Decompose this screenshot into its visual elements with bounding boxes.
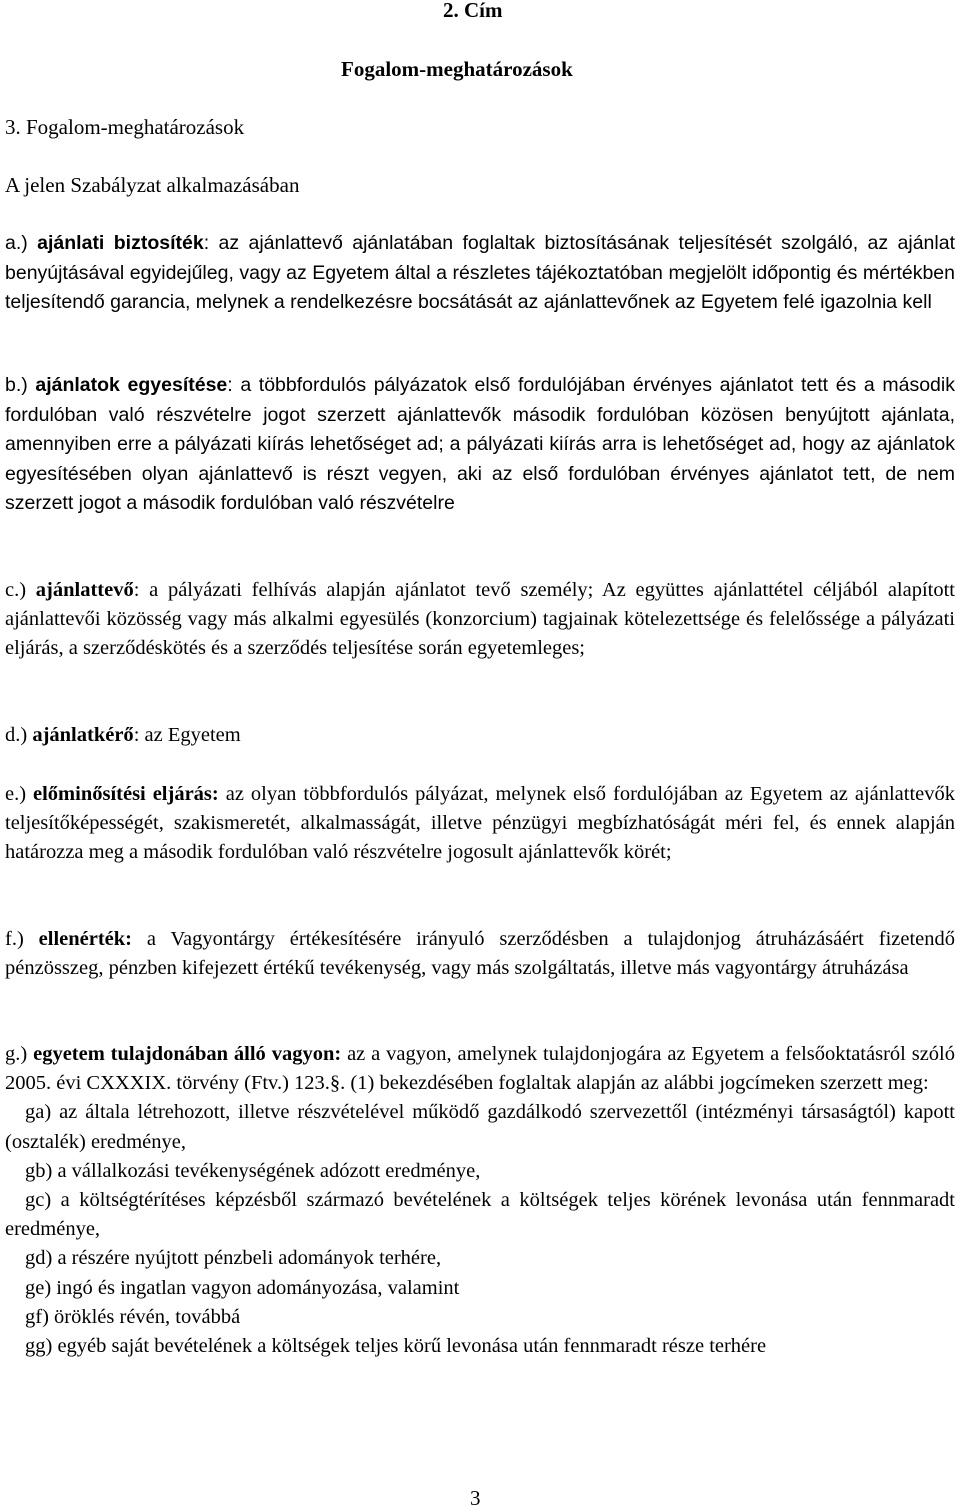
- definition-a: [5, 229, 955, 318]
- list-item: gg) egyéb saját bevételének a költségek teljes körű levonása után fennmaradt része terhére: [25, 1335, 767, 1358]
- list-item: gd) a részére nyújtott pénzbeli adományok terhére,: [25, 1247, 442, 1270]
- definition-term: ellenérték:: [38, 928, 132, 950]
- definition-term: ajánlati biztosíték: [37, 232, 204, 254]
- list-item: gb) a vállalkozási tevékenységének adózott eredménye,: [25, 1159, 481, 1182]
- definition-text: a Vagyontárgy értékesítésére irányuló szerződésben a tulajdonjog átruházásáért fizetendő pénzösszeg, pénzben kifejezett értékű tevékenység, vagy más szolgáltatás, illetve más vagyontárgy átruházása: [5, 928, 956, 979]
- definition-d: [5, 721, 955, 750]
- definition-e: [5, 780, 955, 867]
- list-item: ga) az általa létrehozott, illetve részvételével működő gazdálkodó szervezettől (intézményi társaságtól) kapott (osztalék) eredménye,: [5, 1101, 955, 1153]
- definition-prefix: b.): [5, 374, 36, 396]
- definition-separator: :: [133, 579, 150, 601]
- definition-prefix: g.): [5, 1043, 34, 1065]
- list-item: gf) öröklés révén, továbbá: [25, 1305, 241, 1328]
- definition-text: az ajánlattevő ajánlatában foglaltak biztosításának teljesítését szolgáló, az ajánlat benyújtásával egyidejűleg, vagy az Egyetem által a részletes tájékoztatóban megjelölt időpontig és mértékben teljesítendő garancia, melynek a rendelkezésre bocsátását az ajánlattevőnek az Egyetem felé igazolnia kell: [5, 232, 955, 313]
- definition-prefix: f.): [5, 928, 39, 950]
- definition-text: a pályázati felhívás alapján ajánlatot tevő személy; Az együttes ajánlattétel céljából alapított ajánlattevői közösség vagy más alkalmi egyesülés (konzorcium) tagjainak kötelezettsége és felelőssége a pályázati eljárás, a szerződéskötés és a szerződés teljesítése során egyetemleges;: [5, 579, 955, 659]
- definition-term: ajánlatok egyesítése: [35, 374, 228, 396]
- definition-text: az a vagyon, amelynek tulajdonjogára az Egyetem a felsőoktatásról szóló 2005. évi CXXXIX. törvény (Ftv.) 123.§. (1) bekezdésében foglaltak alapján az alábbi jogcímeken szerzett meg:: [5, 1043, 955, 1095]
- definition-prefix: d.): [5, 724, 33, 746]
- definition-text: a többfordulós pályázatok első fordulójában érvényes ajánlatot tett és a második fordulóban való részvételre jogot szerzett ajánlattevők második fordulóban közösen benyújtott ajánlata, amennyiben erre a pályázati kiírás lehetőséget ad; a pályázati kiírás arra is lehetőséget ad, hogy az ajánlatok egyesítésében olyan ajánlattevő is részt vegyen, aki az első fordulóban érvényes ajánlatot tett, de nem szerzett jogot a második fordulóban való részvételre: [5, 374, 955, 514]
- definition-b: [5, 371, 955, 519]
- list-item: gc) a költségtérítéses képzésből származó bevételének a költségek teljes körének levonása után fennmaradt eredménye,: [5, 1189, 955, 1241]
- definition-term: ajánlatkérő: [32, 724, 134, 746]
- definition-f: [5, 925, 955, 983]
- definition-separator: [219, 783, 226, 805]
- list-item: ge) ingó és ingatlan vagyon adományozása, valamint: [25, 1276, 460, 1299]
- definition-g: [5, 1040, 955, 1361]
- section-title: 3. Fogalom-meghatározások: [5, 115, 245, 139]
- page-title: Fogalom-meghatározások: [341, 57, 573, 81]
- definition-term: ajánlattevő: [35, 579, 134, 601]
- chapter-heading: 2. Cím: [443, 0, 503, 22]
- definition-separator: :: [203, 232, 219, 254]
- section-intro: A jelen Szabályzat alkalmazásában: [5, 173, 300, 197]
- definition-prefix: e.): [5, 783, 34, 805]
- definition-text: az olyan többfordulós pályázat, melynek első fordulójában az Egyetem az ajánlattevők teljesítőképességét, szakismeretét, alkalmasságát, illetve pénzügyi megbízhatóságát méri fel, és ennek alapján határozza meg a második fordulóban való részvételre jogosult ajánlattevők körét;: [5, 783, 956, 863]
- page-number: 3: [470, 1486, 481, 1510]
- definition-prefix: c.): [5, 579, 36, 601]
- definition-separator: :: [133, 724, 145, 746]
- definition-separator: [132, 928, 147, 950]
- definition-term: egyetem tulajdonában álló vagyon:: [33, 1043, 342, 1065]
- definition-c: [5, 576, 955, 663]
- definition-prefix: a.): [5, 232, 38, 254]
- definition-separator: :: [227, 374, 241, 396]
- definition-term: előminősítési eljárás:: [33, 783, 219, 805]
- definition-text: az Egyetem: [144, 724, 241, 746]
